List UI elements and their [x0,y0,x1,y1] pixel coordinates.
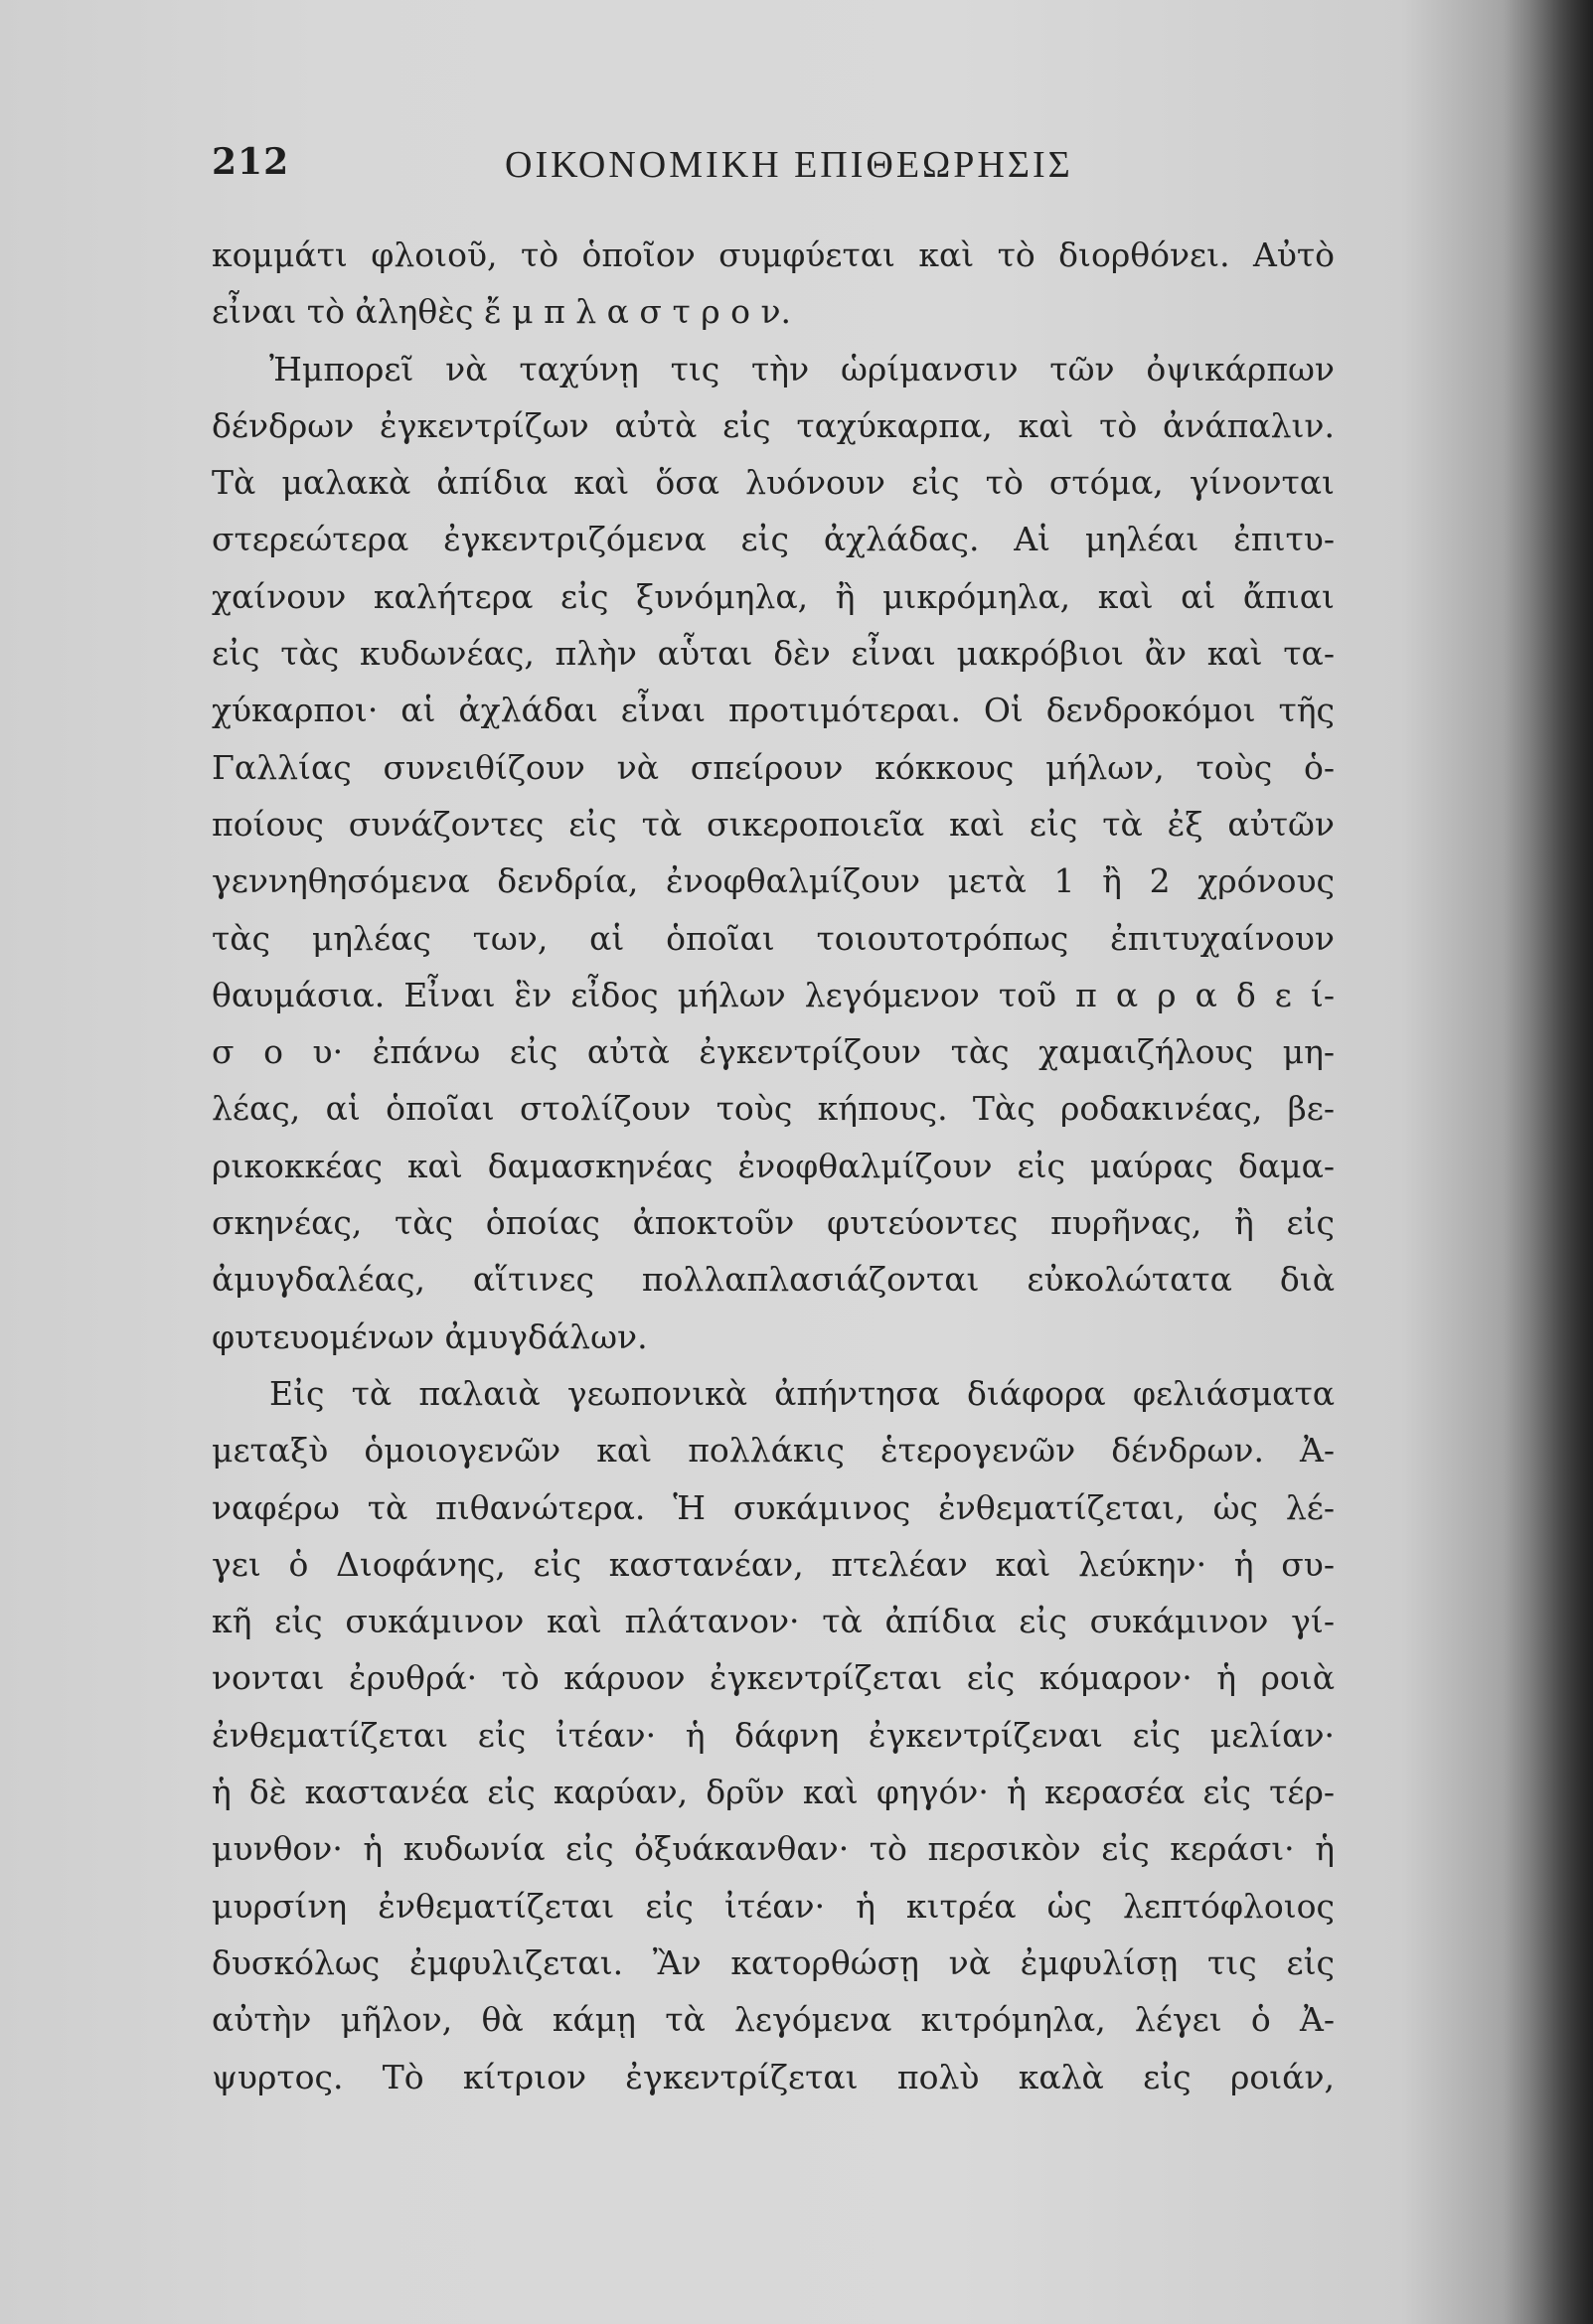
text-line: γεννηθησόμενα δενδρία, ἐνοφθαλμίζουν μετὰ 1 ἢ 2 χρόνους [212,861,1335,901]
text-line: στερεώτερα ἐγκεντριζόμενα εἰς ἀχλάδας. Αἱ μηλέαι ἐπιτυ- [212,520,1335,559]
text-line: δυσκόλως ἐμφυλιζεται. Ἂν κατορθώσῃ νὰ ἐμφυλίσῃ τις εἰς [212,1942,1335,1982]
text-line: νονται ἐρυθρά· τὸ κάρυον ἐγκεντρίζεται εἰς κόμαρον· ἡ ροιὰ [212,1658,1335,1698]
page-edge-shadow [1504,0,1593,2324]
text-line: μεταξὺ ὁμοιογενῶν καὶ πολλάκις ἑτερογενῶν δένδρων. Ἀ- [212,1431,1335,1471]
text-line: ποίους συνάζοντες εἰς τὰ σικεροποιεῖα καὶ εἰς τὰ ἐξ αὐτῶν [212,804,1335,844]
running-title: ΟΙΚΟΝΟΜΙΚΗ ΕΠΙΘΕΩΡΗΣΙΣ [505,144,1073,186]
text-line: σκηνέας, τὰς ὁποίας ἀποκτοῦν φυτεύοντες πυρῆνας, ἢ εἰς [212,1203,1335,1243]
text-line: εἰς τὰς κυδωνέας, πλὴν αὗται δὲν εἶναι μακρόβιοι ἂν καὶ τα- [212,634,1335,674]
text-line: ρικοκκέας καὶ δαμασκηνέας ἐνοφθαλμίζουν εἰς μαύρας δαμα- [212,1146,1335,1185]
text-line: χύκαρποι· αἱ ἀχλάδαι εἶναι προτιμότεραι. Οἱ δενδροκόμοι τῆς [212,691,1335,730]
text-line: Ἠμπορεῖ νὰ ταχύνῃ τις τὴν ὡρίμανσιν τῶν ὀψικάρπων [269,349,1335,388]
body-text [212,227,1335,2105]
text-line: φυτευομένων ἀμυγδάλων. [212,1317,648,1356]
text-line: λέας, αἱ ὁποῖαι στολίζουν τοὺς κήπους. Τὰς ροδακινέας, βε- [212,1089,1335,1129]
text-line: Εἰς τὰ παλαιὰ γεωπονικὰ ἀπήντησα διάφορα φελιάσματα [269,1373,1335,1413]
text-line: εἶναι τὸ ἀληθὲς ἔ μ π λ α σ τ ρ ο ν. [212,292,791,332]
text-line: σ ο υ· ἐπάνω εἰς αὐτὰ ἐγκεντρίζουν τὰς χαμαιζήλους μη- [212,1032,1335,1072]
text-line: κῆ εἰς συκάμινον καὶ πλάτανον· τὰ ἀπίδια εἰς συκάμινον γί- [212,1602,1335,1641]
page-header [212,141,1345,201]
text-line: θαυμάσια. Εἶναι ἓν εἶδος μήλων λεγόμενον τοῦ π α ρ α δ ε ί- [212,975,1335,1014]
text-line: μυνθον· ἡ κυδωνία εἰς ὀξυάκανθαν· τὸ περσικὸν εἰς κεράσι· ἡ [212,1829,1335,1869]
text-line: τὰς μηλέας των, αἱ ὁποῖαι τοιουτοτρόπως ἐπιτυχαίνουν [212,918,1335,958]
text-line: ναφέρω τὰ πιθανώτερα. Ἡ συκάμινος ἐνθεματίζεται, ὡς λέ- [212,1487,1335,1527]
text-line: μυρσίνη ἐνθεματίζεται εἰς ἰτέαν· ἡ κιτρέα ὡς λεπτόφλοιος [212,1886,1335,1926]
text-line: Γαλλίας συνειθίζουν νὰ σπείρουν κόκκους μήλων, τοὺς ὁ- [212,747,1335,787]
text-line: δένδρων ἐγκεντρίζων αὐτὰ εἰς ταχύκαρπα, καὶ τὸ ἀνάπαλιν. [212,405,1335,445]
text-line: Τὰ μαλακὰ ἀπίδια καὶ ὅσα λυόνουν εἰς τὸ στόμα, γίνονται [212,463,1335,503]
text-line: κομμάτι φλοιοῦ, τὸ ὁποῖον συμφύεται καὶ τὸ διορθόνει. Αὐτὸ [212,235,1335,274]
page-number: 212 [212,141,290,183]
text-line: ψυρτος. Τὸ κίτριον ἐγκεντρίζεται πολὺ καλὰ εἰς ροιάν, [212,2057,1335,2096]
text-line: ἐνθεματίζεται εἰς ἰτέαν· ἡ δάφνη ἐγκεντρίζεναι εἰς μελίαν· [212,1715,1335,1755]
text-line: ἀμυγδαλέας, αἵτινες πολλαπλασιάζονται εὐκολώτατα διὰ [212,1260,1335,1300]
text-line: γει ὁ Διοφάνης, εἰς καστανέαν, πτελέαν καὶ λεύκην· ἡ συ- [212,1544,1335,1584]
text-line: χαίνουν καλήτερα εἰς ξυνόμηλα, ἢ μικρόμηλα, καὶ αἱ ἄπιαι [212,576,1335,616]
text-line: αὐτὴν μῆλον, θὰ κάμῃ τὰ λεγόμενα κιτρόμηλα, λέγει ὁ Ἀ- [212,2000,1335,2040]
text-line: ἡ δὲ καστανέα εἰς καρύαν, δρῦν καὶ φηγόν· ἡ κερασέα εἰς τέρ- [212,1773,1335,1812]
